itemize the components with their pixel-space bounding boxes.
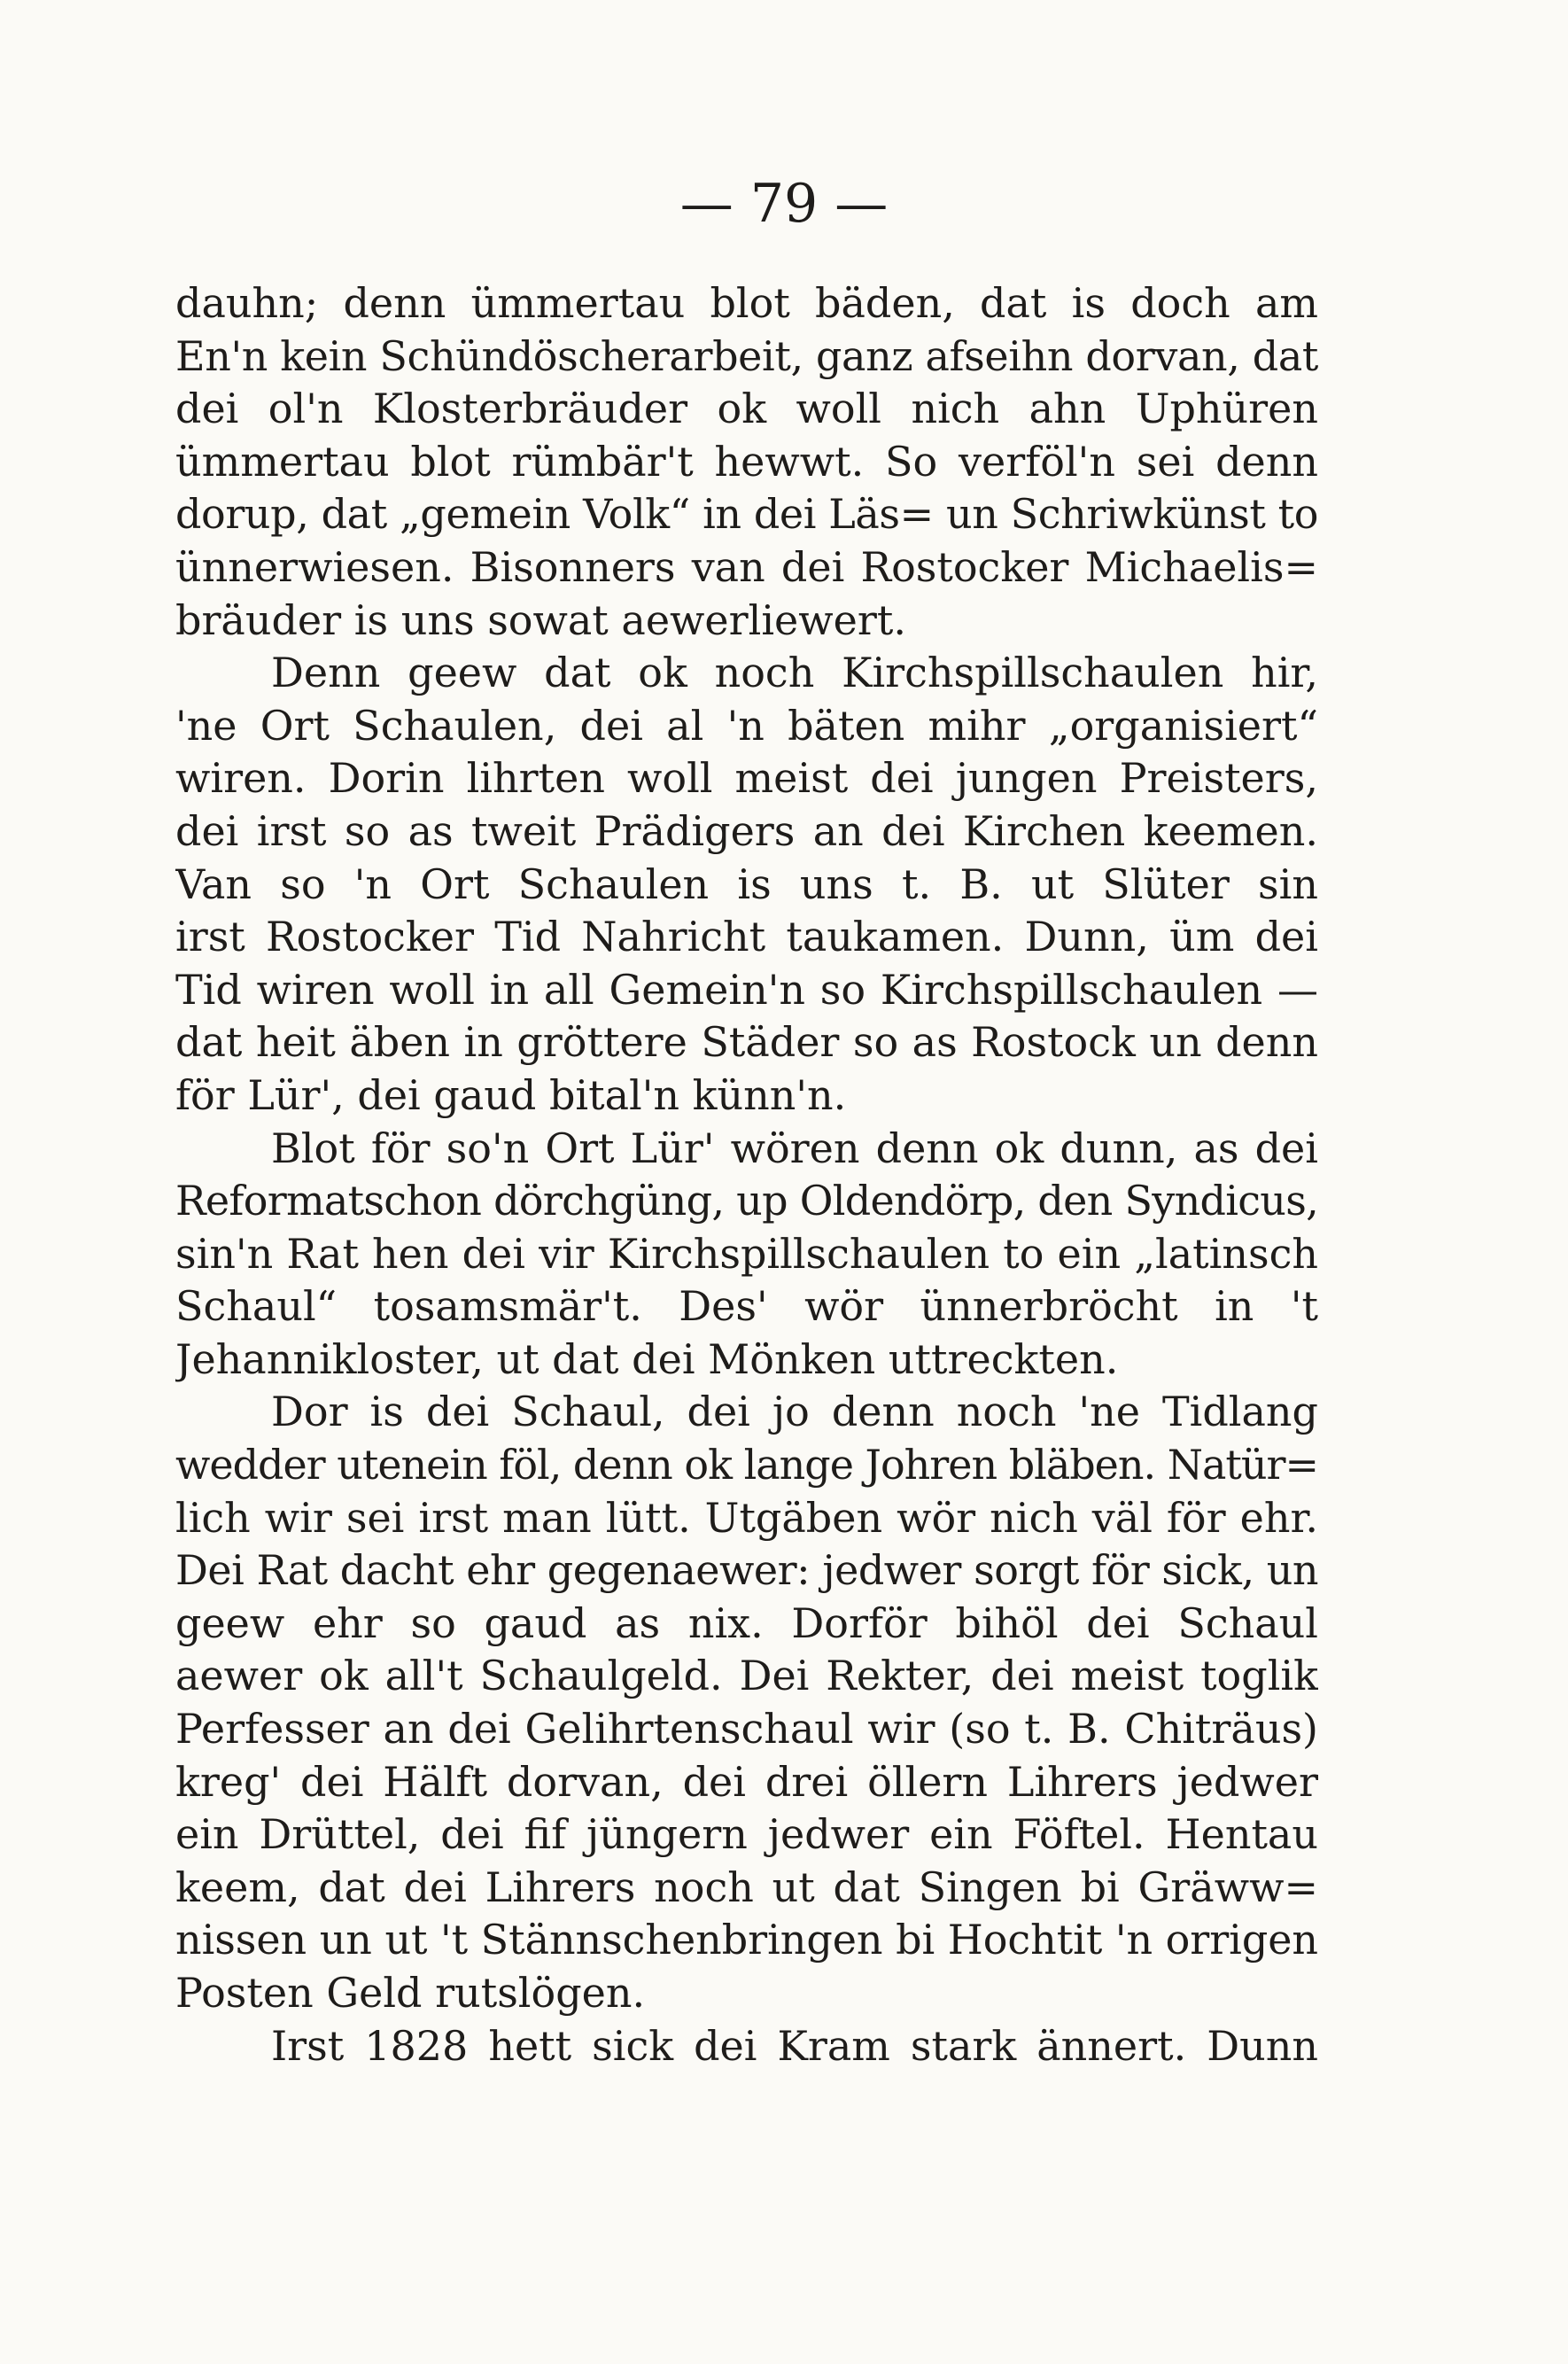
text-line: Denn geew dat ok noch Kirchspillschaulen hir,: [271, 649, 1318, 697]
text-line: Blot för so'n Ort Lür' wören denn ok dunn, as dei: [271, 1124, 1318, 1172]
text-line: Jehannikloster, ut dat dei Mönken uttreckten.: [175, 1334, 1119, 1383]
text-line: irst Rostocker Tid Nahricht taukamen. Dunn, üm dei: [175, 913, 1318, 961]
text-line: keem, dat dei Lihrers noch ut dat Singen bi Gräww=: [175, 1862, 1318, 1911]
text-line: dei ol'n Klosterbräuder ok woll nich ahn Uphüren: [175, 385, 1318, 433]
text-line: dei irst so as tweit Prädigers an dei Kirchen keemen.: [175, 806, 1318, 855]
text-line: dat heit äben in gröttere Städer so as Rostock un denn: [175, 1018, 1318, 1067]
text-line: sin'n Rat hen dei vir Kirchspillschaulen to ein „latinsch: [175, 1229, 1318, 1278]
text-line: dauhn; denn ümmertau blot bäden, dat is doch am: [175, 279, 1318, 327]
text-line: ümmertau blot rümbär't hewwt. So verföl'n sei denn: [175, 437, 1318, 486]
text-line: Dei Rat dacht ehr gegenaewer: jedwer sorgt för sick, un: [175, 1546, 1318, 1595]
text-line: ünnerwiesen. Bisonners van dei Rostocker Michaelis=: [175, 542, 1318, 591]
text-line: aewer ok all't Schaulgeld. Dei Rekter, dei meist toglik: [175, 1652, 1318, 1700]
text-line: Perfesser an dei Gelihrtenschaul wir (so t. B. Chiträus): [175, 1705, 1318, 1754]
text-line: kreg' dei Hälft dorvan, dei drei öllern Lihrers jedwer: [175, 1757, 1318, 1806]
text-line: 'ne Ort Schaulen, dei al 'n bäten mihr „organisiert“: [175, 701, 1318, 750]
text-line: wiren. Dorin lihrten woll meist dei jungen Preisters,: [175, 754, 1318, 803]
text-line: geew ehr so gaud as nix. Dorför bihöl dei Schaul: [175, 1598, 1318, 1647]
text-line: Tid wiren woll in all Gemein'n so Kirchspillschaulen —: [175, 965, 1318, 1014]
text-line: Irst 1828 hett sick dei Kram stark ännert. Dunn: [271, 2021, 1318, 2070]
text-line: Van so 'n Ort Schaulen is uns t. B. ut Slüter sin: [175, 859, 1318, 908]
text-line: lich wir sei irst man lütt. Utgäben wör nich väl för ehr.: [175, 1493, 1318, 1542]
text-line: för Lür', dei gaud bital'n künn'n.: [175, 1070, 847, 1119]
page-number: — 79 —: [679, 173, 889, 235]
text-line: Schaul“ tosamsmär't. Des' wör ünnerbröcht in 't: [175, 1282, 1318, 1331]
text-line: nissen un ut 't Stännschenbringen bi Hochtit 'n orrigen: [175, 1916, 1318, 1964]
body-text: [175, 277, 1318, 2072]
text-line: ein Drüttel, dei fif jüngern jedwer ein Föftel. Hentau: [175, 1810, 1318, 1859]
text-line: Dor is dei Schaul, dei jo denn noch 'ne Tidlang: [271, 1388, 1318, 1436]
text-line: wedder utenein föl, denn ok lange Johren bläben. Natür=: [175, 1441, 1318, 1489]
text-line: Posten Geld rutslögen.: [175, 1969, 646, 2017]
text-line: dorup, dat „gemein Volk“ in dei Läs= un Schriwkünst to: [175, 490, 1318, 539]
text-line: bräuder is uns sowat aewerliewert.: [175, 595, 906, 644]
text-line: Reformatschon dörchgüng, up Oldendörp, den Syndicus,: [175, 1177, 1318, 1225]
text-line: En'n kein Schündöscherarbeit, ganz afseihn dorvan, dat: [175, 331, 1318, 380]
